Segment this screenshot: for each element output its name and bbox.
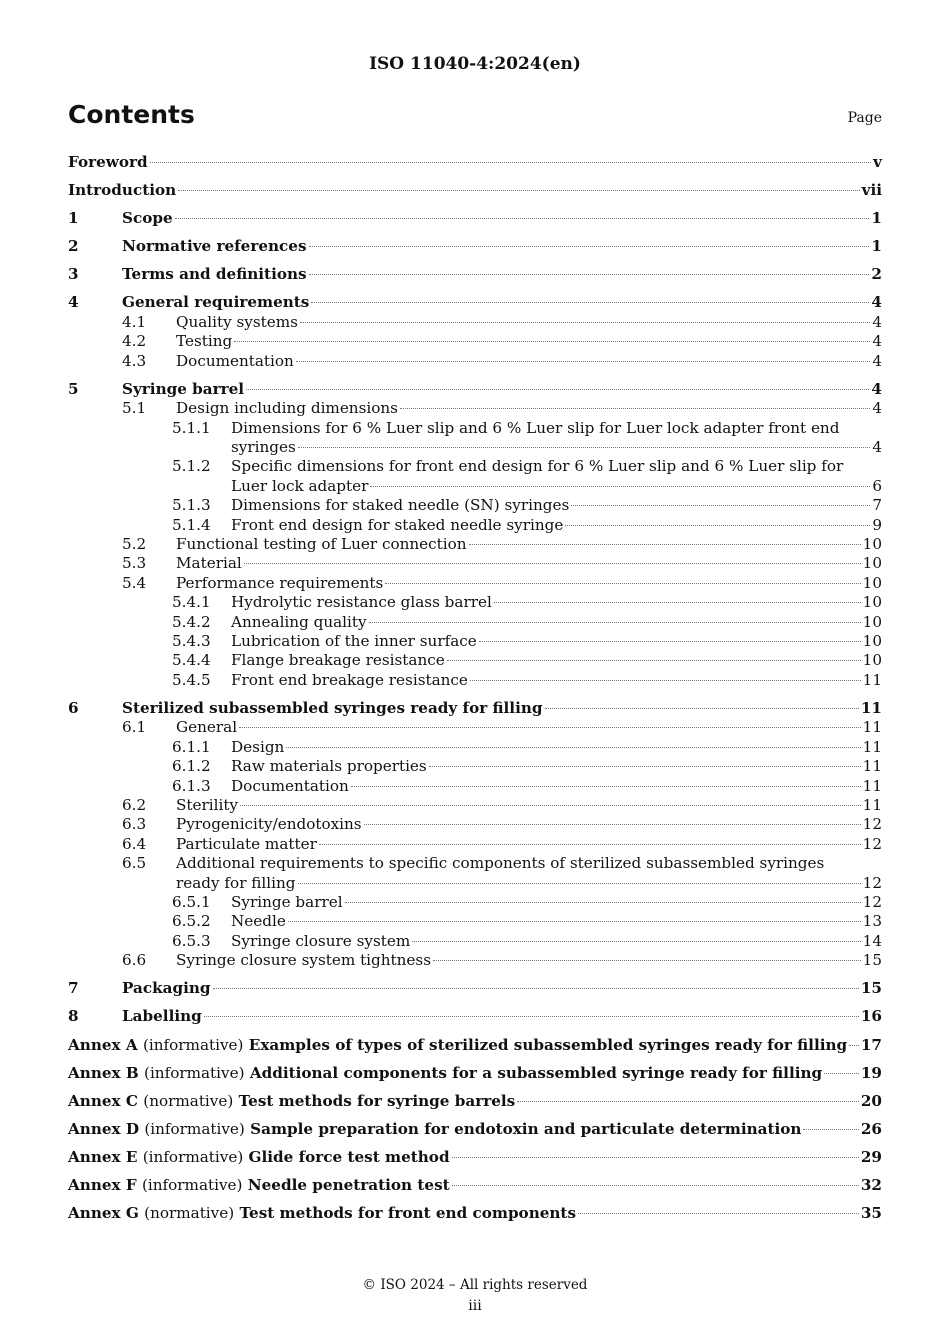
toc-title-line2: syringes	[231, 438, 296, 456]
toc-title: Particulate matter	[176, 834, 317, 853]
toc-title: Dimensions for staked needle (SN) syringes	[231, 496, 570, 515]
leader-dots	[545, 708, 859, 709]
toc-title: Front end breakage resistance	[231, 670, 468, 689]
toc-entry-6[interactable]	[68, 699, 882, 718]
leader-dots	[370, 486, 870, 487]
toc-entry-7[interactable]	[68, 979, 882, 998]
leader-dots	[429, 766, 861, 767]
toc-entry-annex-e[interactable]	[68, 1148, 882, 1167]
toc-entry-5-4-3[interactable]	[68, 632, 882, 651]
toc-page: 4	[872, 351, 882, 370]
toc-title-line2: ready for filling	[176, 873, 296, 892]
toc-number: 6.3	[122, 815, 147, 834]
toc-title-line2: Luer lock adapter	[231, 476, 369, 495]
leader-dots	[239, 727, 861, 728]
annex-type: (informative)	[141, 1176, 243, 1194]
leader-dots	[385, 583, 860, 584]
annex-title: Glide force test method	[248, 1147, 450, 1166]
leader-dots	[300, 322, 870, 323]
leader-dots	[240, 805, 861, 806]
annex-type: (informative)	[142, 1147, 244, 1166]
toc-entry-4[interactable]	[68, 293, 882, 312]
leader-dots	[400, 408, 870, 409]
toc-page: 11	[862, 718, 882, 737]
toc-page: 15	[862, 951, 882, 970]
toc-entry-5-4-4[interactable]	[68, 651, 882, 670]
annex-title: Test methods for syringe barrels	[238, 1091, 516, 1110]
toc-title: Annealing quality	[231, 612, 367, 631]
annex-title: Sample preparation for endotoxin and particulate determination	[250, 1119, 802, 1138]
toc-page: 4	[872, 312, 882, 331]
annex-type: (informative)	[144, 1119, 245, 1138]
toc-title: Syringe barrel	[231, 893, 343, 912]
toc-title: Needle	[231, 912, 286, 931]
toc-entry-annex-c[interactable]	[68, 1092, 882, 1111]
leader-dots	[309, 246, 870, 247]
toc-title: Material	[176, 554, 242, 573]
annex-title: Additional components for a subassembled syringe ready for filling	[249, 1063, 823, 1082]
toc-page: 10	[862, 554, 882, 573]
leader-dots	[246, 389, 869, 390]
toc-number: 6.5.3	[172, 931, 211, 950]
annex-label: Annex F	[68, 1176, 137, 1194]
toc-number: 2	[68, 237, 79, 256]
leader-dots	[175, 218, 870, 219]
toc-number: 7	[68, 979, 79, 998]
toc-number: 1	[68, 209, 79, 228]
toc-page: 4	[871, 293, 882, 312]
toc-title: General requirements	[122, 293, 310, 312]
toc-entry-1[interactable]	[68, 209, 882, 228]
toc-page: 1	[871, 209, 882, 228]
toc-page: 11	[862, 776, 882, 795]
toc-entry-5-1-1[interactable]	[68, 419, 882, 458]
toc-title: Labelling	[122, 1007, 202, 1026]
leader-dots	[369, 622, 861, 623]
toc-entry-6-6[interactable]	[68, 951, 882, 970]
toc-number: 5.1.2	[172, 457, 211, 476]
toc-number: 6.6	[122, 951, 147, 970]
leader-dots	[571, 505, 870, 506]
toc-page: 10	[862, 612, 882, 631]
toc-title: Documentation	[231, 776, 349, 795]
toc-page: 16	[860, 1007, 882, 1026]
annex-type: (informative)	[144, 1063, 245, 1082]
toc-title: Normative references	[122, 237, 307, 256]
leader-dots	[204, 1016, 859, 1017]
toc-entry-5-4-5[interactable]	[68, 671, 882, 690]
toc-title: Foreword	[68, 153, 148, 171]
toc-number: 5.1.1	[172, 418, 211, 437]
toc-page: 32	[860, 1176, 882, 1194]
toc-page: 12	[862, 893, 882, 912]
toc-number: 4.1	[122, 312, 147, 331]
toc-page: 4	[872, 399, 882, 418]
toc-number: 5.4.4	[172, 651, 211, 670]
toc-title: Syringe barrel	[122, 379, 245, 398]
leader-dots	[452, 1185, 859, 1186]
toc-number: 3	[68, 265, 79, 284]
toc-page: 14	[862, 931, 882, 950]
leader-dots	[311, 302, 869, 303]
toc-number: 5.1.4	[172, 515, 211, 534]
toc-title: Lubrication of the inner surface	[231, 632, 477, 651]
leader-dots	[803, 1129, 858, 1130]
toc-page: 29	[860, 1147, 882, 1166]
toc-entry-4-1[interactable]	[68, 313, 882, 332]
toc-number: 5.4.2	[172, 612, 211, 631]
toc-number: 6.5.1	[172, 893, 211, 912]
toc-title: Design	[231, 737, 285, 756]
toc-entry-6-3[interactable]	[68, 815, 882, 834]
toc-entry-8[interactable]	[68, 1007, 882, 1026]
page-number: iii	[468, 1298, 482, 1314]
leader-dots	[517, 1101, 859, 1102]
toc-number: 5.1	[122, 399, 147, 418]
toc-title: Scope	[122, 209, 173, 228]
toc-entry-6-4[interactable]	[68, 835, 882, 854]
leader-dots	[296, 361, 871, 362]
leader-dots	[479, 641, 861, 642]
toc-entry-annex-g[interactable]	[68, 1204, 882, 1223]
leader-dots	[286, 747, 860, 748]
leader-dots	[298, 883, 861, 884]
toc-page: 2	[871, 265, 882, 284]
table-of-contents	[68, 153, 882, 1224]
toc-entry-5-1-2[interactable]	[68, 457, 882, 496]
toc-title: Terms and definitions	[122, 265, 307, 284]
toc-page: 11	[862, 796, 882, 814]
toc-number: 5.4.5	[172, 670, 211, 689]
toc-entry-5-4[interactable]	[68, 574, 882, 593]
page-column-label: Page	[847, 110, 882, 126]
toc-page: 7	[872, 496, 882, 515]
toc-page: v	[873, 153, 882, 171]
toc-number: 6.5.2	[172, 912, 211, 931]
toc-number: 5	[68, 379, 79, 398]
toc-entry-introduction[interactable]	[68, 181, 882, 200]
toc-page: 19	[860, 1063, 882, 1082]
toc-entry-5-4-1[interactable]	[68, 593, 882, 612]
toc-title: Front end design for staked needle syringe	[231, 515, 564, 534]
toc-number: 6.1.2	[172, 757, 211, 776]
leader-dots	[178, 190, 859, 191]
toc-title: Flange breakage resistance	[231, 651, 445, 670]
toc-entry-5-1-3[interactable]	[68, 496, 882, 515]
toc-title: Pyrogenicity/endotoxins	[176, 815, 362, 834]
toc-entry-foreword[interactable]	[68, 153, 882, 172]
toc-page: 10	[862, 593, 882, 612]
toc-title: Hydrolytic resistance glass barrel	[231, 593, 492, 612]
toc-entry-5-1[interactable]	[68, 399, 882, 418]
leader-dots	[234, 341, 870, 342]
document-id: ISO 11040-4:2024(en)	[369, 54, 581, 74]
toc-entry-annex-a[interactable]	[68, 1036, 882, 1055]
leader-dots	[578, 1213, 859, 1214]
leader-dots	[849, 1045, 859, 1046]
toc-number: 5.4.3	[172, 632, 211, 651]
toc-entry-5-4-2[interactable]	[68, 613, 882, 632]
toc-title-line1: Dimensions for 6 % Luer slip and 6 % Luer slip for Luer lock adapter front end	[231, 418, 840, 437]
toc-number: 4	[68, 293, 79, 312]
leader-dots	[494, 602, 861, 603]
toc-page: 17	[860, 1035, 882, 1054]
leader-dots	[565, 525, 870, 526]
toc-page: 10	[862, 535, 882, 554]
toc-title: Sterilized subassembled syringes ready for filling	[122, 698, 543, 717]
toc-title-line1: Additional requirements to specific components of sterilized subassembled syringes	[176, 854, 825, 873]
annex-type: (normative)	[144, 1204, 235, 1223]
leader-dots	[824, 1073, 859, 1074]
toc-entry-6-1-3[interactable]	[68, 777, 882, 796]
leader-dots	[351, 786, 861, 787]
toc-page: 11	[860, 698, 882, 717]
annex-label: Annex G	[68, 1204, 139, 1223]
toc-entry-6-5-1[interactable]	[68, 893, 882, 912]
toc-title: Design including dimensions	[176, 399, 398, 418]
toc-entry-4-2[interactable]	[68, 332, 882, 351]
toc-title: Quality systems	[176, 312, 298, 331]
toc-page: 20	[860, 1091, 882, 1110]
toc-page: 35	[860, 1204, 882, 1223]
leader-dots	[345, 902, 861, 903]
toc-title: Introduction	[68, 181, 177, 200]
toc-title: Documentation	[176, 351, 294, 370]
leader-dots	[244, 563, 861, 564]
toc-title: Syringe closure system	[231, 931, 411, 950]
annex-label: Annex D	[68, 1119, 140, 1138]
annex-title: Examples of types of sterilized subassembled syringes ready for filling	[248, 1035, 848, 1054]
toc-title: Raw materials properties	[231, 757, 427, 776]
toc-page: 9	[872, 515, 882, 534]
annex-label: Annex A	[68, 1035, 138, 1054]
toc-page: 10	[862, 651, 882, 670]
toc-number: 6.4	[122, 834, 147, 853]
toc-entry-annex-d[interactable]	[68, 1120, 882, 1139]
toc-entry-5-3[interactable]	[68, 554, 882, 573]
toc-page: 10	[862, 573, 882, 592]
annex-label: Annex E	[68, 1147, 138, 1166]
annex-label: Annex C	[68, 1091, 138, 1110]
leader-dots	[288, 921, 861, 922]
toc-number: 5.1.3	[172, 496, 211, 515]
toc-entry-6-5[interactable]	[68, 854, 882, 893]
toc-page: 15	[860, 979, 882, 998]
annex-title: Test methods for front end components	[239, 1204, 577, 1223]
toc-page: 11	[862, 737, 882, 756]
toc-entry-6-5-3[interactable]	[68, 932, 882, 951]
toc-number: 4.2	[122, 332, 147, 351]
toc-page: 12	[862, 815, 882, 834]
toc-number: 5.4.1	[172, 593, 211, 612]
toc-entry-6-1-1[interactable]	[68, 738, 882, 757]
toc-number: 6	[68, 698, 79, 717]
toc-page: 13	[862, 912, 882, 931]
leader-dots	[309, 274, 870, 275]
toc-entry-6-1[interactable]	[68, 718, 882, 737]
toc-page: 10	[862, 632, 882, 651]
toc-number: 6.1.3	[172, 776, 211, 795]
annex-title: Needle penetration test	[247, 1176, 450, 1194]
leader-dots	[298, 447, 871, 448]
toc-title: Packaging	[122, 979, 211, 998]
leader-dots	[452, 1157, 859, 1158]
toc-number: 6.1	[122, 718, 147, 737]
toc-page: 4	[872, 332, 882, 351]
leader-dots	[319, 844, 861, 845]
annex-type: (informative)	[142, 1035, 244, 1054]
annex-type: (normative)	[143, 1091, 234, 1110]
leader-dots	[412, 941, 860, 942]
toc-title: Testing	[176, 332, 233, 351]
toc-entry-4-3[interactable]	[68, 352, 882, 371]
toc-entry-2[interactable]	[68, 237, 882, 256]
toc-number: 8	[68, 1007, 79, 1026]
copyright-notice: © ISO 2024 – All rights reserved	[362, 1277, 588, 1293]
contents-heading: Contents	[68, 100, 195, 129]
leader-dots	[364, 824, 861, 825]
toc-number: 6.5	[122, 854, 147, 873]
toc-title: Performance requirements	[176, 573, 384, 592]
leader-dots	[150, 162, 872, 163]
leader-dots	[213, 988, 859, 989]
toc-page: 1	[871, 237, 882, 256]
toc-entry-annex-b[interactable]	[68, 1064, 882, 1083]
leader-dots	[469, 544, 861, 545]
toc-entry-annex-f[interactable]	[68, 1176, 882, 1195]
toc-number: 5.3	[122, 554, 147, 573]
toc-title: Functional testing of Luer connection	[176, 535, 467, 554]
leader-dots	[433, 960, 861, 961]
toc-page: 6	[872, 476, 882, 495]
leader-dots	[470, 680, 861, 681]
toc-page: 11	[862, 757, 882, 776]
toc-page: 26	[860, 1119, 882, 1138]
toc-entry-3[interactable]	[68, 265, 882, 284]
toc-entry-6-1-2[interactable]	[68, 757, 882, 776]
toc-page: 12	[862, 873, 882, 892]
toc-number: 6.1.1	[172, 737, 211, 756]
toc-entry-6-5-2[interactable]	[68, 912, 882, 931]
toc-title-line1: Specific dimensions for front end design for 6 % Luer slip and 6 % Luer slip for	[231, 457, 844, 476]
toc-number: 5.4	[122, 573, 147, 592]
toc-page: 4	[872, 438, 882, 456]
toc-page: 12	[862, 834, 882, 853]
toc-entry-5[interactable]	[68, 380, 882, 399]
toc-title: Syringe closure system tightness	[176, 951, 431, 970]
toc-title: Sterility	[176, 796, 239, 814]
toc-number: 6.2	[122, 796, 147, 814]
leader-dots	[447, 660, 861, 661]
toc-entry-5-1-4[interactable]	[68, 516, 882, 535]
annex-label: Annex B	[68, 1063, 139, 1082]
toc-entry-6-2[interactable]	[68, 796, 882, 815]
toc-page: 4	[871, 379, 882, 398]
toc-entry-5-2[interactable]	[68, 535, 882, 554]
toc-number: 5.2	[122, 535, 147, 554]
toc-number: 4.3	[122, 351, 147, 370]
toc-page: vii	[861, 181, 882, 200]
toc-page: 11	[862, 670, 882, 689]
toc-title: General	[176, 718, 238, 737]
